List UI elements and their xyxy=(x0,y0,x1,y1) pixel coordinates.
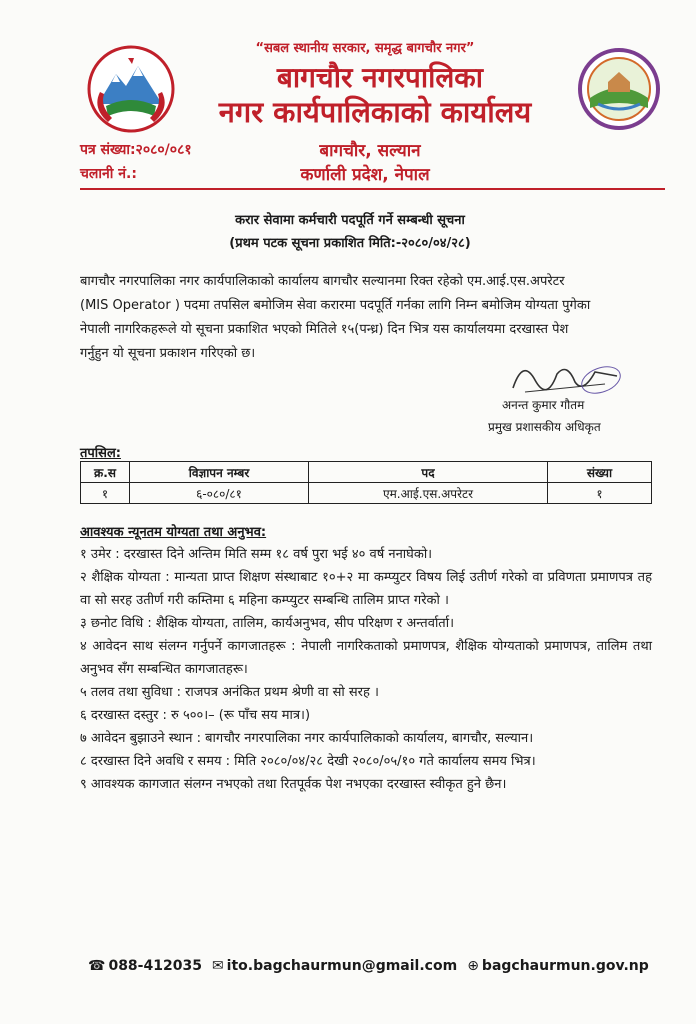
dispatch-number: चलानी नं.: xyxy=(80,166,137,182)
municipality-logo xyxy=(578,48,660,130)
notice-intro xyxy=(80,270,652,366)
list-item: ९ आवश्यक कागजात संलग्न नभएको तथा रितपूर्वक पेश नभएका दरखास्त स्वीकृत हुने छैन। xyxy=(80,777,507,792)
table-header-row xyxy=(81,462,652,483)
table-cell: एम.आई.एस.अपरेटर xyxy=(309,483,548,504)
intro-line: नेपाली नागरिकहरूले यो सूचना प्रकाशित भएको मितिले १५(पन्ध्र) दिन भित्र यस कार्यालयमा दरखास्त पेश xyxy=(80,322,569,337)
envelope-icon: ✉ xyxy=(211,958,224,974)
list-item: ४ आवेदन साथ संलग्न गर्नुपर्ने कागजातहरू : नेपाली नागरिकताको प्रमाणपत्र, शैक्षिक योग्यताको प्रमाणपत्र, तालिम तथा अनुभव सँग सम्बन्धित कागजातहरू। xyxy=(80,639,652,677)
list-item: २ शैक्षिक योग्यता : मान्यता प्राप्त शिक्षण संस्थाबाट १०+२ मा कम्प्युटर विषय लिई उतीर्ण गरेको वा प्रविणता प्रमाणपत्र तह वा सो सरह उतीर्ण गरी कम्तिमा ६ महिना कम्प्युटर सम्बन्धि तालिम प्राप्त गरेको । xyxy=(80,570,652,608)
notice-subject: करार सेवामा कर्मचारी पदपूर्ति गर्ने सम्बन्धी सूचना xyxy=(235,213,465,228)
location-line2: कर्णाली प्रदेश, नेपाल xyxy=(300,165,430,185)
list-item: ५ तलव तथा सुविधा : राजपत्र अनंकित प्रथम श्रेणी वा सो सरह । xyxy=(80,685,379,700)
footer-contacts xyxy=(88,958,668,974)
signature-scribble xyxy=(505,354,625,398)
header-divider xyxy=(80,188,665,190)
organization-name: बागचौर नगरपालिका xyxy=(276,61,484,94)
table-cell: १ xyxy=(81,483,130,504)
nepal-emblem xyxy=(86,44,176,134)
email-address[interactable]: ito.bagchaurmun@gmail.com xyxy=(226,958,458,974)
footer-email[interactable] xyxy=(212,958,457,974)
intro-line: (MIS Operator ) पदमा तपसिल बमोजिम सेवा करारमा पदपूर्ति गर्नका लागि निम्न बमोजिम योग्यता पुगेका xyxy=(80,298,591,313)
vacancy-table xyxy=(80,461,652,504)
globe-icon: ⊕ xyxy=(467,958,479,974)
table-cell: ६-०८०/८१ xyxy=(130,483,309,504)
reference-number: पत्र संख्या:२०८०/०८१ xyxy=(80,142,192,158)
column-header: संख्या xyxy=(548,462,652,483)
qualifications-heading: आवश्यक न्यूनतम योग्यता तथा अनुभव: xyxy=(80,525,267,540)
list-item: १ उमेर : दरखास्त दिने अन्तिम मिति सम्म १८ वर्ष पुरा भई ४० वर्ष ननाघेको। xyxy=(80,547,433,562)
details-heading: तपसिल: xyxy=(80,446,121,461)
qualifications-list xyxy=(80,543,652,796)
column-header: विज्ञापन नम्बर xyxy=(130,462,309,483)
location-line1: बागचौर, सल्यान xyxy=(319,141,421,161)
slogan: “सबल स्थानीय सरकार, समृद्ध बागचौर नगर” xyxy=(255,41,475,56)
list-item: ७ आवेदन बुझाउने स्थान : बागचौर नगरपालिका नगर कार्यपालिकाको कार्यालय, बागचौर, सल्यान। xyxy=(80,731,534,746)
phone-number: 088-412035 xyxy=(108,958,202,974)
list-item: ३ छनोट विधि : शैक्षिक योग्यता, तालिम, कार्यअनुभव, सीप परिक्षण र अन्तर्वार्ता। xyxy=(80,616,455,631)
table-row xyxy=(81,483,652,504)
signatory-name: अनन्त कुमार गौतम xyxy=(502,398,585,412)
footer-phone xyxy=(88,958,202,974)
website-url[interactable]: bagchaurmun.gov.np xyxy=(481,958,649,974)
table-cell: १ xyxy=(548,483,652,504)
footer-website[interactable] xyxy=(467,958,649,974)
list-item: ८ दरखास्त दिने अवधि र समय : मिति २०८०/०४/२८ देखी २०८०/०५/१० गते कार्यालय समय भित्र। xyxy=(80,754,536,769)
column-header: क्र.स xyxy=(81,462,130,483)
intro-line: बागचौर नगरपालिका नगर कार्यपालिकाको कार्यालय बागचौर सल्यानमा रिक्त रहेको एम.आई.एस.अपरेटर xyxy=(80,274,565,289)
list-item: ६ दरखास्त दस्तुर : रु ५००।– (रू पाँच सय मात्र।) xyxy=(80,708,311,723)
office-name: नगर कार्यपालिकाको कार्यालय xyxy=(218,95,532,129)
signatory-title: प्रमुख प्रशासकीय अधिकृत xyxy=(488,420,601,434)
column-header: पद xyxy=(309,462,548,483)
notice-published-date: (प्रथम पटक सूचना प्रकाशित मिति:-२०८०/०४/२८) xyxy=(229,236,471,251)
phone-icon: ☎ xyxy=(88,958,106,974)
intro-line: गर्नुहुन यो सूचना प्रकाशन गरिएको छ। xyxy=(80,346,256,361)
